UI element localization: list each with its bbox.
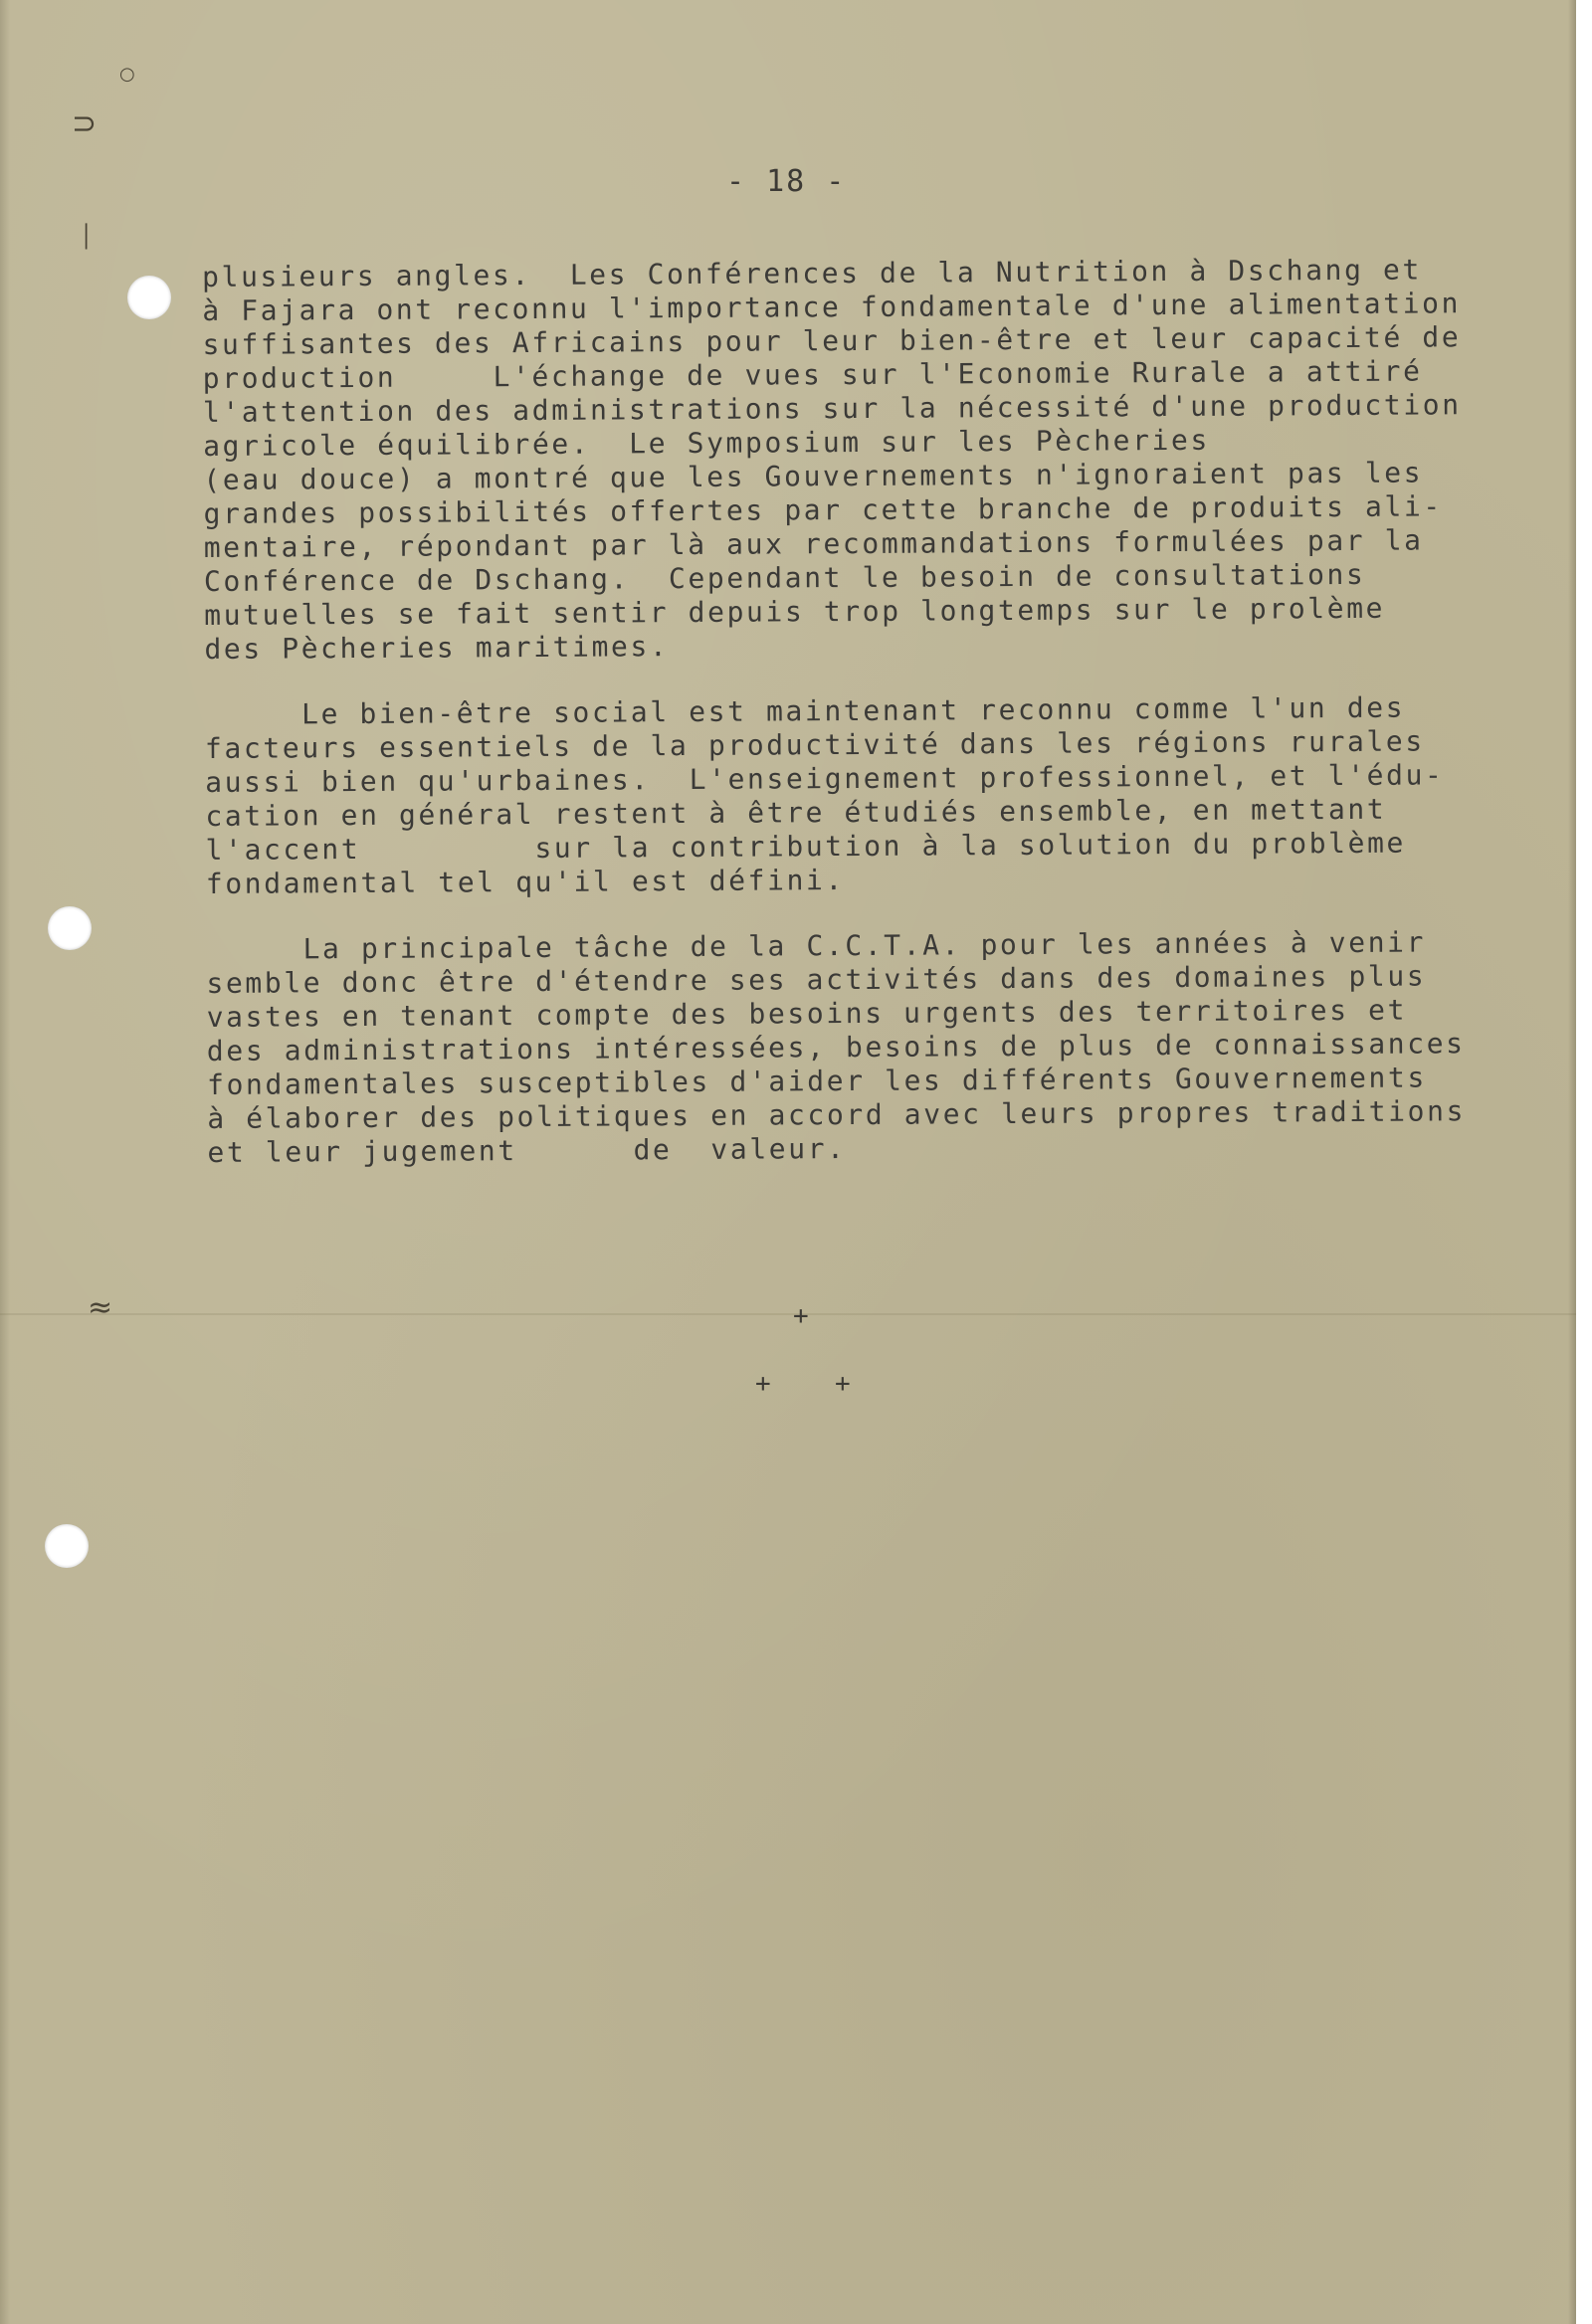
paper-tear-mark: ≈ bbox=[88, 1290, 113, 1325]
text-line: (eau douce) a montré que les Gouvernements n'ignoraient pas les bbox=[203, 456, 1424, 496]
text-line: fondamentales susceptibles d'aider les différents Gouvernements bbox=[206, 1061, 1427, 1101]
paper-tear-mark: ○ bbox=[119, 64, 135, 85]
paragraph-ccta-task bbox=[206, 925, 1520, 1170]
text-line: mutuelles se fait sentir depuis trop longtemps sur le prolème bbox=[204, 591, 1386, 632]
page-left-edge bbox=[0, 0, 10, 2324]
text-line: facteurs essentiels de la productivité dans les régions rurales bbox=[204, 724, 1425, 765]
punch-hole-bottom bbox=[45, 1524, 89, 1568]
text-line: cation en général restent à être étudiés ensemble, en mettant bbox=[205, 792, 1387, 833]
body-text bbox=[202, 253, 1521, 1202]
paper-tear-mark: │ bbox=[80, 225, 94, 250]
paragraph-social-welfare bbox=[205, 690, 1519, 901]
text-line: production L'échange de vues sur l'Economie Rurale a attiré bbox=[202, 354, 1423, 395]
text-line: suffisantes des Africains pour leur bien-être et leur capacité de bbox=[202, 320, 1462, 361]
text-line: grandes possibilités offertes par cette branche de produits ali- bbox=[203, 489, 1443, 530]
punch-hole-top bbox=[127, 276, 171, 319]
page-right-edge bbox=[1568, 0, 1576, 2324]
text-line: agricole équilibrée. Le Symposium sur les Pècheries bbox=[203, 423, 1211, 463]
text-line: fondamental tel qu'il est défini. bbox=[205, 864, 846, 900]
paper-fold-line bbox=[0, 1313, 1576, 1315]
text-line: l'attention des administrations sur la nécessité d'une production bbox=[202, 388, 1462, 429]
text-line: La principale tâche de la C.C.T.A. pour les années à venir bbox=[206, 925, 1427, 966]
text-line: l'accent sur la contribution à la solution du problème bbox=[205, 826, 1407, 867]
paragraph-nutrition bbox=[202, 253, 1517, 667]
page-number: - 18 - bbox=[726, 164, 847, 199]
text-line: aussi bien qu'urbaines. L'enseignement professionnel, et l'édu- bbox=[205, 758, 1445, 799]
text-line: Le bien-être social est maintenant reconnu comme l'un des bbox=[204, 690, 1406, 731]
separator-mark: + bbox=[835, 1369, 851, 1399]
text-line: des Pècheries maritimes. bbox=[204, 630, 670, 666]
text-line: à Fajara ont reconnu l'importance fondamentale d'une alimentation bbox=[202, 287, 1462, 327]
text-line: et leur jugement de valeur. bbox=[207, 1132, 847, 1169]
text-line: semble donc être d'étendre ses activités dans des domaines plus bbox=[206, 959, 1427, 1000]
text-line: vastes en tenant compte des besoins urgents des territoires et bbox=[206, 993, 1408, 1034]
text-line: des administrations intéressées, besoins de plus de connaissances bbox=[206, 1027, 1466, 1067]
separator-mark: + bbox=[755, 1369, 771, 1399]
text-line: Conférence de Dschang. Cependant le besoin de consultations bbox=[203, 557, 1366, 598]
text-line: à élaborer des politiques en accord avec leurs propres traditions bbox=[207, 1094, 1467, 1135]
separator-mark: + bbox=[793, 1301, 809, 1331]
text-line: mentaire, répondant par là aux recommandations formulées par la bbox=[203, 523, 1424, 564]
paper-tear-mark: ⊃ bbox=[72, 106, 98, 141]
punch-hole-middle bbox=[48, 906, 92, 950]
text-line: plusieurs angles. Les Conférences de la Nutrition à Dschang et bbox=[202, 253, 1423, 293]
